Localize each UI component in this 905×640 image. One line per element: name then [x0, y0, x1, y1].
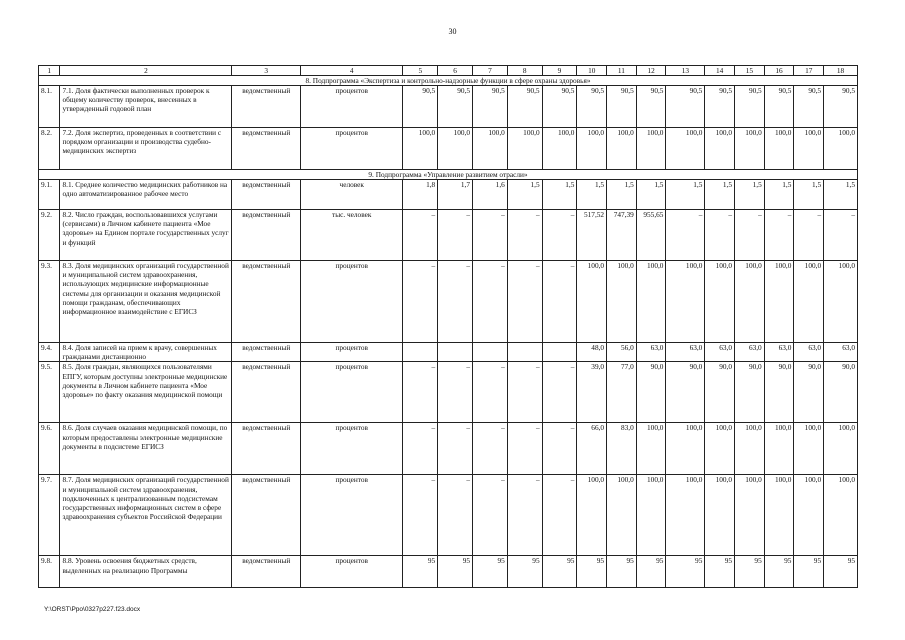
value-cell: 90,0: [764, 362, 794, 423]
value-cell: 95: [666, 556, 705, 588]
value-cell: 95: [507, 556, 542, 588]
value-cell: 90,5: [438, 86, 473, 128]
value-cell: 100,0: [636, 423, 666, 475]
value-cell: –: [735, 210, 765, 261]
value-cell: –: [403, 261, 438, 343]
value-cell: 1,5: [824, 180, 858, 210]
value-cell: 100,0: [542, 128, 577, 170]
value-cell: 100,0: [666, 128, 705, 170]
value-cell: 100,0: [705, 261, 735, 343]
data-source: ведомственный: [232, 343, 301, 362]
value-cell: 63,0: [735, 343, 765, 362]
value-cell: 100,0: [735, 423, 765, 475]
column-number-cell: 4: [301, 66, 403, 76]
value-cell: 100,0: [824, 128, 858, 170]
indicator-name: 8.4. Доля записей на прием к врачу, совершенных гражданами дистанционно: [60, 343, 232, 362]
column-number-cell: 15: [735, 66, 765, 76]
value-cell: –: [473, 261, 508, 343]
value-cell: 100,0: [705, 423, 735, 475]
data-source: ведомственный: [232, 556, 301, 588]
unit-of-measure: процентов: [301, 475, 403, 556]
indicator-name: 8.8. Уровень освоения бюджетных средств, выделенных на реализацию Программы: [60, 556, 232, 588]
value-cell: 517,52: [577, 210, 607, 261]
value-cell: –: [438, 261, 473, 343]
value-cell: 90,5: [473, 86, 508, 128]
value-cell: 90,5: [794, 86, 824, 128]
value-cell: 100,0: [824, 475, 858, 556]
value-cell: 100,0: [764, 475, 794, 556]
value-cell: 90,5: [507, 86, 542, 128]
value-cell: 90,5: [735, 86, 765, 128]
data-source: ведомственный: [232, 210, 301, 261]
value-cell: 95: [735, 556, 765, 588]
row-number: 8.2.: [39, 128, 60, 170]
column-number-cell: 2: [60, 66, 232, 76]
section-header-row: [39, 170, 858, 180]
value-cell: –: [403, 475, 438, 556]
value-cell: 95: [542, 556, 577, 588]
value-cell: [438, 343, 473, 362]
value-cell: 100,0: [607, 475, 637, 556]
row-number: 9.2.: [39, 210, 60, 261]
column-number-cell: 16: [764, 66, 794, 76]
value-cell: 95: [577, 556, 607, 588]
value-cell: 95: [705, 556, 735, 588]
table-row: [39, 86, 858, 128]
value-cell: [403, 343, 438, 362]
indicator-name: 8.2. Число граждан, воспользовавшихся услугами (сервисами) в Личном кабинете пациента «Мое здоровье» на Едином портале государственных услуг и функций: [60, 210, 232, 261]
indicator-name: 8.1. Среднее количество медицинских работников на одно автоматизированное рабочее место: [60, 180, 232, 210]
value-cell: 1,6: [473, 180, 508, 210]
value-cell: 1,5: [577, 180, 607, 210]
value-cell: 1,5: [666, 180, 705, 210]
value-cell: 1,5: [507, 180, 542, 210]
value-cell: 95: [764, 556, 794, 588]
value-cell: [542, 343, 577, 362]
unit-of-measure: процентов: [301, 343, 403, 362]
data-source: ведомственный: [232, 86, 301, 128]
value-cell: 95: [636, 556, 666, 588]
value-cell: 1,5: [636, 180, 666, 210]
value-cell: –: [473, 423, 508, 475]
value-cell: 100,0: [666, 423, 705, 475]
value-cell: 63,0: [764, 343, 794, 362]
value-cell: 100,0: [764, 128, 794, 170]
value-cell: 100,0: [794, 475, 824, 556]
value-cell: 100,0: [705, 475, 735, 556]
value-cell: –: [666, 210, 705, 261]
footer-file-path: Y:\ORST\Ppo\0327p227.f23.docx: [44, 606, 141, 613]
data-source: ведомственный: [232, 362, 301, 423]
section-title: 8. Подпрограмма «Экспертиза и контрольно-надзорные функции в сфере охраны здоровья»: [39, 76, 858, 86]
value-cell: [507, 343, 542, 362]
data-source: ведомственный: [232, 423, 301, 475]
value-cell: –: [705, 210, 735, 261]
value-cell: 100,0: [636, 128, 666, 170]
value-cell: –: [507, 210, 542, 261]
column-number-cell: 8: [507, 66, 542, 76]
value-cell: –: [403, 362, 438, 423]
column-number-cell: 1: [39, 66, 60, 76]
data-source: ведомственный: [232, 128, 301, 170]
value-cell: –: [794, 210, 824, 261]
value-cell: 100,0: [577, 261, 607, 343]
value-cell: –: [438, 362, 473, 423]
column-number-cell: 12: [636, 66, 666, 76]
unit-of-measure: процентов: [301, 556, 403, 588]
value-cell: [473, 343, 508, 362]
value-cell: –: [507, 362, 542, 423]
value-cell: 90,5: [403, 86, 438, 128]
table-row: [39, 362, 858, 423]
column-number-cell: 13: [666, 66, 705, 76]
column-number-cell: 6: [438, 66, 473, 76]
value-cell: –: [542, 210, 577, 261]
column-number-cell: 5: [403, 66, 438, 76]
indicator-name: 8.6. Доля случаев оказания медицинской помощи, по которым предоставлены электронные медицинские документы в подсистеме ЕГИСЗ: [60, 423, 232, 475]
value-cell: –: [507, 261, 542, 343]
value-cell: 90,0: [824, 362, 858, 423]
value-cell: 90,5: [666, 86, 705, 128]
value-cell: 100,0: [507, 128, 542, 170]
value-cell: 1,5: [764, 180, 794, 210]
value-cell: 77,0: [607, 362, 637, 423]
section-title: 9. Подпрограмма «Управление развитием отрасли»: [39, 170, 858, 180]
unit-of-measure: процентов: [301, 261, 403, 343]
column-number-cell: 7: [473, 66, 508, 76]
unit-of-measure: процентов: [301, 423, 403, 475]
data-source: ведомственный: [232, 180, 301, 210]
value-cell: 90,0: [666, 362, 705, 423]
column-number-row: [39, 66, 858, 76]
table-row: [39, 343, 858, 362]
value-cell: 95: [473, 556, 508, 588]
value-cell: –: [473, 475, 508, 556]
value-cell: 955,65: [636, 210, 666, 261]
value-cell: 100,0: [636, 261, 666, 343]
value-cell: 100,0: [403, 128, 438, 170]
value-cell: 1,5: [705, 180, 735, 210]
value-cell: 39,0: [577, 362, 607, 423]
value-cell: 100,0: [735, 261, 765, 343]
value-cell: –: [542, 261, 577, 343]
value-cell: 100,0: [473, 128, 508, 170]
value-cell: 63,0: [705, 343, 735, 362]
value-cell: 100,0: [764, 423, 794, 475]
value-cell: –: [542, 362, 577, 423]
column-number-cell: 10: [577, 66, 607, 76]
page-number: 30: [448, 27, 457, 36]
value-cell: –: [438, 423, 473, 475]
value-cell: 747,39: [607, 210, 637, 261]
value-cell: 100,0: [705, 128, 735, 170]
value-cell: 100,0: [636, 475, 666, 556]
value-cell: 66,0: [577, 423, 607, 475]
value-cell: 56,0: [607, 343, 637, 362]
value-cell: 48,0: [577, 343, 607, 362]
unit-of-measure: процентов: [301, 128, 403, 170]
value-cell: 90,5: [607, 86, 637, 128]
value-cell: 100,0: [794, 261, 824, 343]
indicators-table: [38, 65, 858, 588]
value-cell: 95: [824, 556, 858, 588]
table-row: [39, 261, 858, 343]
value-cell: 95: [607, 556, 637, 588]
row-number: 9.8.: [39, 556, 60, 588]
value-cell: –: [403, 423, 438, 475]
value-cell: –: [542, 423, 577, 475]
value-cell: –: [507, 475, 542, 556]
value-cell: 95: [438, 556, 473, 588]
value-cell: 100,0: [666, 261, 705, 343]
value-cell: 100,0: [607, 261, 637, 343]
table-row: [39, 475, 858, 556]
table-row: [39, 210, 858, 261]
value-cell: 90,5: [705, 86, 735, 128]
row-number: 8.1.: [39, 86, 60, 128]
indicator-name: 8.7. Доля медицинских организаций государственной и муниципальной систем здравоохранения, подключенных к централизованным подсистемам государственных информационных систем в сфере здравоохранения субъектов Российской Федерации: [60, 475, 232, 556]
value-cell: 1,5: [607, 180, 637, 210]
value-cell: –: [403, 210, 438, 261]
indicator-name: 8.3. Доля медицинских организаций государственной и муниципальной систем здравоохранения, использующих медицинские информационные системы для организации и оказания медицинской помощи гражданам, обеспечивающих информационное взаимодействие с ЕГИСЗ: [60, 261, 232, 343]
section-header-row: [39, 76, 858, 86]
value-cell: 90,0: [636, 362, 666, 423]
value-cell: 95: [403, 556, 438, 588]
value-cell: –: [473, 210, 508, 261]
value-cell: –: [473, 362, 508, 423]
value-cell: 100,0: [607, 128, 637, 170]
column-number-cell: 9: [542, 66, 577, 76]
value-cell: 100,0: [735, 128, 765, 170]
value-cell: 63,0: [636, 343, 666, 362]
value-cell: 100,0: [577, 475, 607, 556]
value-cell: –: [764, 210, 794, 261]
value-cell: 100,0: [666, 475, 705, 556]
row-number: 9.5.: [39, 362, 60, 423]
value-cell: 90,5: [577, 86, 607, 128]
value-cell: 90,5: [636, 86, 666, 128]
row-number: 9.1.: [39, 180, 60, 210]
indicator-name: 8.5. Доля граждан, являющихся пользователями ЕПГУ, которым доступны электронные медицинские документы в Личном кабинете пациента «Мое здоровье» по факту оказания медицинской помощи: [60, 362, 232, 423]
column-number-cell: 14: [705, 66, 735, 76]
value-cell: 1,5: [794, 180, 824, 210]
value-cell: 1,5: [542, 180, 577, 210]
column-number-cell: 11: [607, 66, 637, 76]
row-number: 9.7.: [39, 475, 60, 556]
value-cell: 100,0: [824, 261, 858, 343]
value-cell: 100,0: [735, 475, 765, 556]
data-source: ведомственный: [232, 475, 301, 556]
value-cell: 90,0: [794, 362, 824, 423]
unit-of-measure: человек: [301, 180, 403, 210]
value-cell: –: [824, 210, 858, 261]
value-cell: 100,0: [794, 423, 824, 475]
value-cell: 63,0: [794, 343, 824, 362]
value-cell: 95: [794, 556, 824, 588]
value-cell: 1,5: [735, 180, 765, 210]
column-number-cell: 18: [824, 66, 858, 76]
value-cell: 100,0: [764, 261, 794, 343]
value-cell: 90,0: [735, 362, 765, 423]
value-cell: 1,8: [403, 180, 438, 210]
value-cell: 100,0: [794, 128, 824, 170]
value-cell: 90,5: [764, 86, 794, 128]
indicator-name: 7.1. Доля фактически выполненных проверок к общему количеству проверок, внесенных в утвержденный годовой план: [60, 86, 232, 128]
value-cell: 100,0: [824, 423, 858, 475]
row-number: 9.4.: [39, 343, 60, 362]
unit-of-measure: процентов: [301, 362, 403, 423]
value-cell: 100,0: [577, 128, 607, 170]
value-cell: –: [438, 210, 473, 261]
value-cell: 1,7: [438, 180, 473, 210]
value-cell: 90,0: [705, 362, 735, 423]
row-number: 9.3.: [39, 261, 60, 343]
value-cell: –: [507, 423, 542, 475]
table-row: [39, 556, 858, 588]
row-number: 9.6.: [39, 423, 60, 475]
value-cell: 90,5: [824, 86, 858, 128]
value-cell: –: [438, 475, 473, 556]
value-cell: 63,0: [824, 343, 858, 362]
unit-of-measure: процентов: [301, 86, 403, 128]
value-cell: –: [542, 475, 577, 556]
unit-of-measure: тыс. человек: [301, 210, 403, 261]
value-cell: 90,5: [542, 86, 577, 128]
data-source: ведомственный: [232, 261, 301, 343]
value-cell: 83,0: [607, 423, 637, 475]
value-cell: 63,0: [666, 343, 705, 362]
table-row: [39, 128, 858, 170]
table-row: [39, 423, 858, 475]
column-number-cell: 17: [794, 66, 824, 76]
indicator-name: 7.2. Доля экспертиз, проведенных в соответствии с порядком организации и производства судебно-медицинских экспертиз: [60, 128, 232, 170]
value-cell: 100,0: [438, 128, 473, 170]
table-row: [39, 180, 858, 210]
column-number-cell: 3: [232, 66, 301, 76]
